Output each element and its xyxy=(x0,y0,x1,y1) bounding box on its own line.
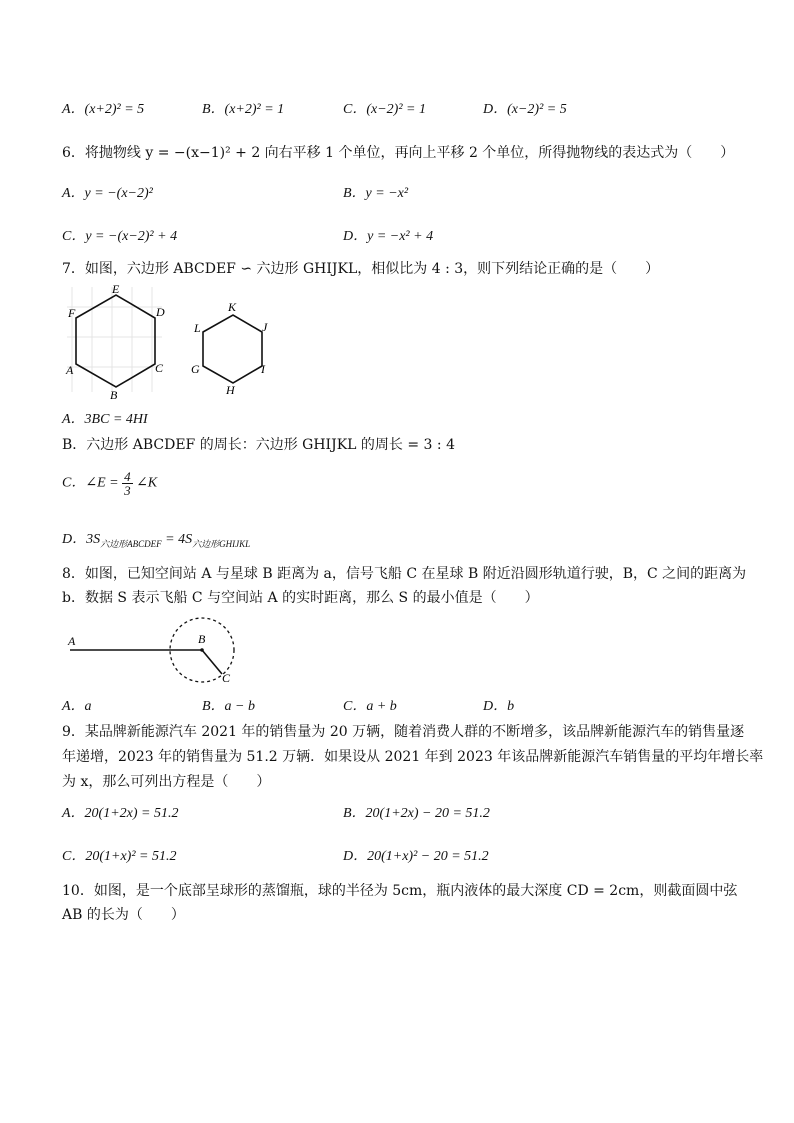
q7-option-d-prefix: D．3S xyxy=(62,532,101,547)
grid-lines xyxy=(67,287,162,392)
q9-option-c: C．20(1+x)² = 51.2 xyxy=(62,849,177,864)
q6-stem: 6．将抛物线 y = −(x−1)² + 2 向右平移 1 个单位，再向上平移 2 个单位，所得抛物线的表达式为（ ） xyxy=(62,145,735,161)
q7-option-c-suffix: ∠K xyxy=(136,475,158,491)
q6-option-b: B．y = −x² xyxy=(343,186,409,201)
label-a: A xyxy=(66,363,74,377)
label-d: D xyxy=(156,305,165,319)
q9-stem-line2: 年递增，2023 年的销售量为 51.2 万辆．如果设从 2021 年到 2023 年该品牌新能源汽车销售量的平均年增长率 xyxy=(62,749,764,765)
q9-option-a: A．20(1+2x) = 51.2 xyxy=(62,806,179,821)
label-h: H xyxy=(226,383,235,397)
q9-stem-line1: 9．某品牌新能源汽车 2021 年的销售量为 20 万辆，随着消费人群的不断增多，该品牌新能源汽车的销售量逐 xyxy=(62,724,745,740)
label-a: A xyxy=(68,634,76,648)
q7-stem: 7．如图，六边形 ABCDEF ∽ 六边形 GHIJKL，相似比为 4 : 3，则下列结论正确的是（ ） xyxy=(62,261,660,277)
q7-option-c-prefix: C．∠E = xyxy=(62,475,119,491)
q8-option-a: A．a xyxy=(62,699,92,714)
subscript-hex1: 六边形ABCDEF xyxy=(100,538,162,549)
q5-option-a: A．(x+2)² = 5 xyxy=(62,102,145,117)
q9-option-b: B．20(1+2x) − 20 = 51.2 xyxy=(343,806,490,821)
q6-option-d: D．y = −x² + 4 xyxy=(343,229,434,244)
subscript-hex2: 六边形GHIJKL xyxy=(192,538,251,549)
q7-option-d xyxy=(62,528,250,550)
label-e: E xyxy=(112,282,120,296)
hexagon-abcdef xyxy=(76,295,155,387)
label-j: J xyxy=(262,320,268,334)
q7-option-a: A．3BC = 4HI xyxy=(62,412,148,427)
q7-option-b: B．六边形 ABCDEF 的周长：六边形 GHIJKL 的周长 = 3 : 4 xyxy=(62,437,455,453)
q9-option-d: D．20(1+x)² − 20 = 51.2 xyxy=(343,849,489,864)
label-b: B xyxy=(198,632,206,646)
label-i: I xyxy=(261,362,265,376)
q6-option-c: C．y = −(x−2)² + 4 xyxy=(62,229,178,244)
label-f: F xyxy=(68,306,76,320)
hexagon-ghijkl xyxy=(203,315,262,383)
q5-option-b: B．(x+2)² = 1 xyxy=(202,102,285,117)
segment-bc xyxy=(202,650,222,674)
label-c: C xyxy=(222,671,231,684)
q8-stem-line2: b．数据 S 表示飞船 C 与空间站 A 的实时距离，那么 S 的最小值是（ ） xyxy=(62,590,539,606)
q10-stem-line2: AB 的长为（ ） xyxy=(62,907,185,923)
q8-option-c: C．a + b xyxy=(343,699,397,714)
q7-hexagon-figure xyxy=(62,282,282,402)
q8-option-d: D．b xyxy=(483,699,515,714)
q6-option-a: A．y = −(x−2)² xyxy=(62,186,153,201)
point-b xyxy=(200,648,204,652)
label-b: B xyxy=(110,388,118,402)
label-g: G xyxy=(191,362,200,376)
fraction-denominator: 3 xyxy=(124,483,131,498)
label-l: L xyxy=(194,321,201,335)
label-c: C xyxy=(155,361,164,375)
q5-option-c: C．(x−2)² = 1 xyxy=(343,102,426,117)
q7-option-d-mid: = 4S xyxy=(161,532,193,547)
q8-orbit-figure xyxy=(62,612,252,684)
label-k: K xyxy=(228,300,237,314)
q5-option-d: D．(x−2)² = 5 xyxy=(483,102,567,117)
q8-option-b: B．a − b xyxy=(202,699,255,714)
q8-stem-line1: 8．如图，已知空间站 A 与星球 B 距离为 a，信号飞船 C 在星球 B 附近沿圆形轨道行驶，B，C 之间的距离为 xyxy=(62,566,747,582)
q7-option-c xyxy=(62,470,157,497)
q10-stem-line1: 10．如图，是一个底部呈球形的蒸馏瓶，球的半径为 5cm，瓶内液体的最大深度 CD = 2cm，则截面圆中弦 xyxy=(62,883,738,899)
q9-stem-line3: 为 x，那么可列出方程是（ ） xyxy=(62,774,271,790)
fraction xyxy=(122,470,133,497)
fraction-numerator: 4 xyxy=(124,469,131,484)
